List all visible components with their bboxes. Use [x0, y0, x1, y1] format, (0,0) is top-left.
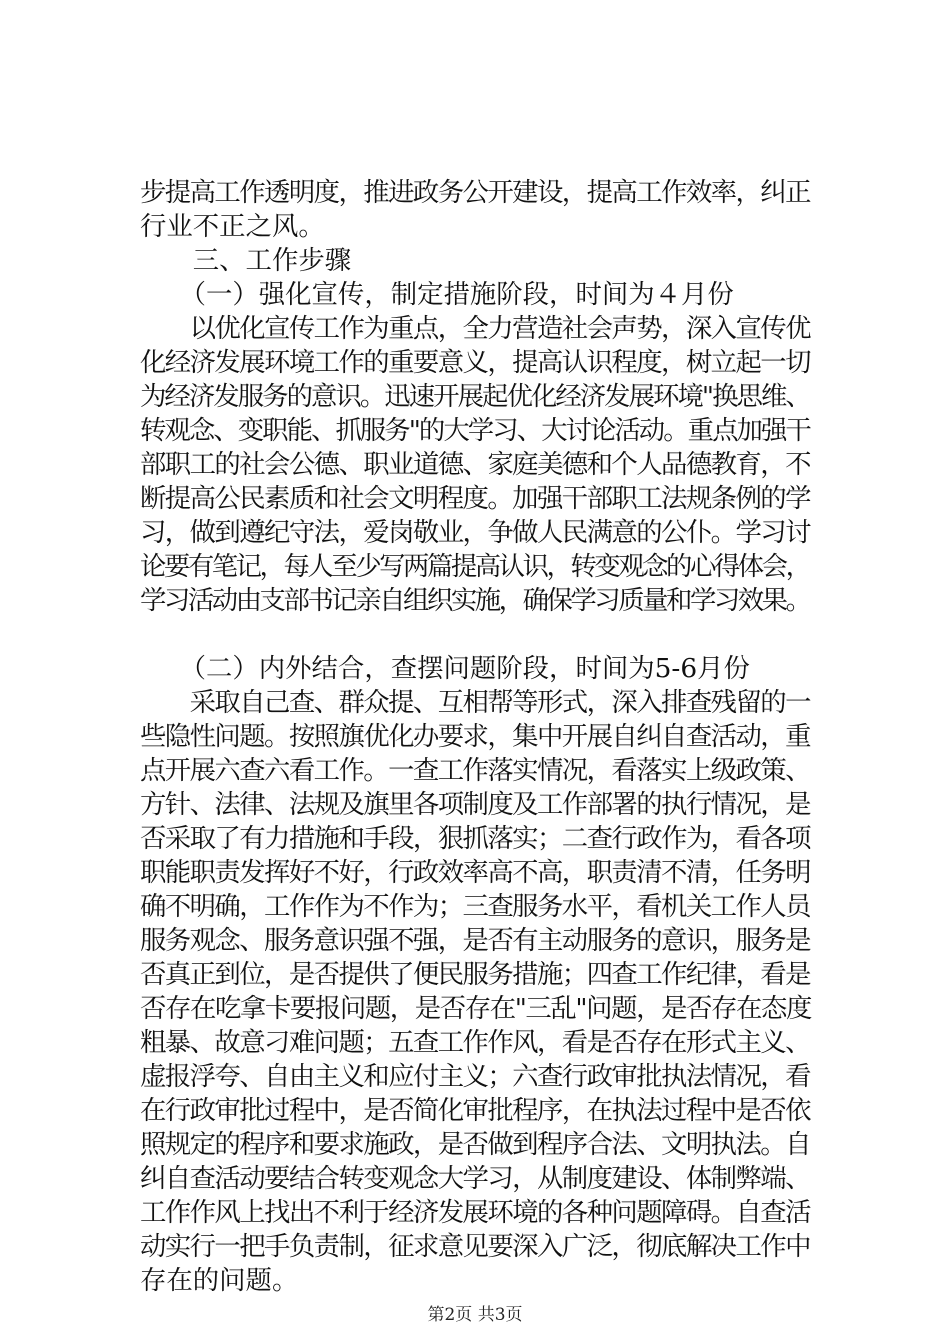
section-heading: 三、工作步骤 [140, 245, 352, 276]
text-line: 服务观念、服务意识强不强，是否有主动服务的意识，服务是 [140, 925, 810, 956]
text-line: 采取自己查、群众提、互相帮等形式，深入排查残留的一 [140, 687, 810, 718]
text-line: 否存在吃拿卡要报问题，是否存在"三乱"问题，是否存在态度 [140, 993, 811, 1024]
text-line: 动实行一把手负责制，征求意见要深入广泛，彻底解决工作中 [140, 1231, 810, 1262]
text-line: 断提高公民素质和社会文明程度。加强干部职工法规条例的学 [140, 483, 810, 514]
text-line: 纠自查活动要结合转变观念大学习，从制度建设、体制弊端、 [140, 1163, 810, 1194]
text-line: 习，做到遵纪守法，爱岗敬业，争做人民满意的公仆。学习讨 [140, 517, 810, 548]
text-line: 否采取了有力措施和手段，狠抓落实；二查行政作为，看各项 [140, 823, 810, 854]
page-footer: 第2页 共3页 [427, 1305, 523, 1325]
text-line: 虚报浮夸、自由主义和应付主义；六查行政审批执法情况，看 [140, 1061, 810, 1092]
text-line: 照规定的程序和要求施政，是否做到程序合法、文明执法。自 [140, 1129, 810, 1160]
text-line: 否真正到位，是否提供了便民服务措施；四查工作纪律，看是 [140, 959, 810, 990]
text-line: 些隐性问题。按照旗优化办要求，集中开展自纠自查活动，重 [140, 721, 810, 752]
text-line: 步提高工作透明度，推进政务公开建设，提高工作效率，纠正 [140, 177, 810, 208]
subsection-heading: （二）内外结合，查摆问题阶段，时间为5-6月份 [140, 653, 750, 684]
text-line: 存在的问题。 [140, 1265, 299, 1296]
text-line: 为经济发服务的意识。迅速开展起优化经济发展环境"换思维、 [140, 381, 810, 412]
text-line: 以优化宣传工作为重点，全力营造社会声势，深入宣传优 [140, 313, 810, 344]
text-line: 化经济发展环境工作的重要意义，提高认识程度，树立起一切 [140, 347, 810, 378]
subsection-heading: （一）强化宣传，制定措施阶段，时间为４月份 [140, 279, 734, 310]
text-line: 在行政审批过程中，是否简化审批程序，在执法过程中是否依 [140, 1095, 810, 1126]
text-line: 学习活动由支部书记亲自组织实施，确保学习质量和学习效果。 [140, 585, 810, 616]
text-line: 确不明确，工作作为不作为；三查服务水平，看机关工作人员 [140, 891, 810, 922]
text-line: 点开展六查六看工作。一查工作落实情况，看落实上级政策、 [140, 755, 810, 786]
text-line: 职能职责发挥好不好，行政效率高不高，职责清不清，任务明 [140, 857, 810, 888]
text-line: 方针、法律、法规及旗里各项制度及工作部署的执行情况，是 [140, 789, 810, 820]
text-line: 工作作风上找出不利于经济发展环境的各种问题障碍。自查活 [140, 1197, 810, 1228]
text-line: 转观念、变职能、抓服务"的大学习、大讨论活动。重点加强干 [140, 415, 810, 446]
text-line: 论要有笔记，每人至少写两篇提高认识，转变观念的心得体会， [140, 551, 810, 582]
text-line: 部职工的社会公德、职业道德、家庭美德和个人品德教育，不 [140, 449, 810, 480]
text-line: 行业不正之风。 [140, 211, 325, 242]
text-line: 粗暴、故意刁难问题；五查工作作风，看是否存在形式主义、 [140, 1027, 810, 1058]
